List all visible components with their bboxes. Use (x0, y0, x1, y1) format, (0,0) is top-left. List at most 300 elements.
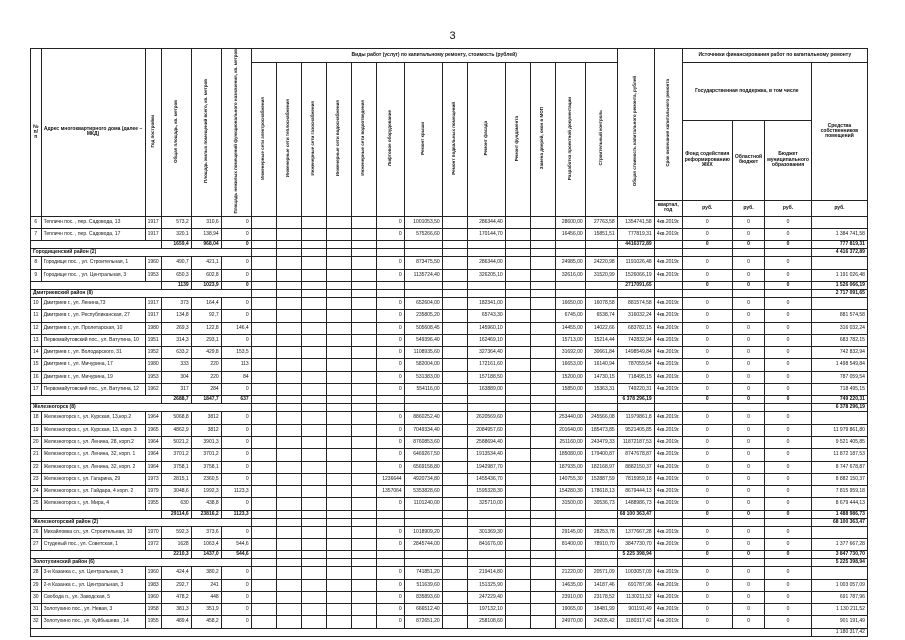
table-row (31, 486, 868, 498)
subtotal-row (31, 241, 868, 249)
row-project-docs: 24970,00 (555, 616, 585, 628)
row-owners: 718 495,15 (811, 384, 867, 396)
section-empty (376, 518, 404, 526)
row-owners: 8 882 150,37 (811, 473, 867, 485)
row-owners: 881 574,58 (811, 310, 867, 322)
row-deadline: 4кв.2019г. (654, 322, 682, 334)
subtotal-work-empty (442, 281, 467, 289)
subtotal-total-cost: 5 225 398,94 (617, 551, 654, 559)
row-work-empty (301, 216, 326, 228)
section-empty (276, 289, 301, 297)
row-nonliving-area: 0 (221, 461, 251, 473)
row-roof: 741851,20 (404, 567, 442, 579)
row-work-empty (276, 257, 301, 269)
row-work-empty (276, 461, 301, 473)
row-year: 1964 (145, 461, 161, 473)
section-empty (326, 404, 351, 412)
row-work-empty (351, 334, 376, 346)
row-work-empty (276, 436, 301, 448)
header-address: Адрес многоквартирного дома (далее – МКД) (41, 49, 145, 217)
subtotal-work-empty (326, 551, 351, 559)
row-total-cost: 316032,24 (617, 310, 654, 322)
subtotal-owners: 1 526 066,19 (811, 281, 867, 289)
row-year: 1965 (145, 424, 161, 436)
row-roof: 505608,45 (404, 322, 442, 334)
header-living-area: Площадь жилых помещений всего, кв. метров (202, 79, 208, 184)
row-regional: 0 (732, 359, 764, 371)
section-empty (654, 289, 682, 297)
row-supervision: 23178,52 (585, 591, 617, 603)
row-work-empty (276, 359, 301, 371)
row-deadline: 4кв.2019г. (654, 359, 682, 371)
row-total-cost: 1377667,28 (617, 526, 654, 538)
row-owners: 1 384 741,58 (811, 229, 867, 241)
section-owners: 2 717 091,65 (811, 289, 867, 297)
row-work-empty (351, 424, 376, 436)
row-project-docs: 15713,00 (555, 334, 585, 346)
row-project-docs: 16456,00 (555, 229, 585, 241)
row-living-area: 284 (191, 384, 221, 396)
unit-fund: руб. (682, 200, 732, 216)
row-facade: 258108,60 (467, 616, 505, 628)
row-nonliving-area: 0 (221, 567, 251, 579)
section-empty (617, 249, 654, 257)
subtotal-work-empty (585, 396, 617, 404)
row-fund: 0 (682, 486, 732, 498)
row-foundation (505, 579, 530, 591)
table-row (31, 424, 868, 436)
row-nonliving-area: 0 (221, 412, 251, 424)
subtotal-work-empty (351, 281, 376, 289)
row-work-empty (326, 498, 351, 510)
section-empty (467, 559, 505, 567)
row-owners (811, 567, 867, 579)
row-living-area: 448 (191, 591, 221, 603)
table-row (31, 616, 868, 628)
row-year: 1980 (145, 359, 161, 371)
subtotal-living-area: 23816,2 (191, 510, 221, 518)
row-total-cost: 3847730,70 (617, 538, 654, 550)
row-work-empty (276, 449, 301, 461)
row-lift: 0 (376, 322, 404, 334)
section-empty (376, 404, 404, 412)
row-supervision: 30536,73 (585, 498, 617, 510)
row-supervision: 185473,85 (585, 424, 617, 436)
row-work-empty (351, 257, 376, 269)
row-basement (442, 359, 467, 371)
row-living-area: 3758,1 (191, 461, 221, 473)
header-work-12: Строительный контроль (597, 110, 603, 166)
section-empty (585, 518, 617, 526)
row-deadline: 4кв.2019г. (654, 616, 682, 628)
row-regional: 0 (732, 216, 764, 228)
row-living-area: 458,2 (191, 616, 221, 628)
row-project-docs: 140755,30 (555, 473, 585, 485)
row-owners (811, 257, 867, 269)
row-work-empty (276, 486, 301, 498)
row-municipal: 0 (765, 310, 812, 322)
row-total-cost: 1498549,84 (617, 347, 654, 359)
row-work-empty (276, 269, 301, 281)
row-foundation (505, 229, 530, 241)
subtotal-work-empty (404, 551, 442, 559)
section-empty (251, 249, 276, 257)
row-owners: 9 521 405,85 (811, 436, 867, 448)
row-municipal: 0 (765, 229, 812, 241)
subtotal-total-cost: 6 378 296,19 (617, 396, 654, 404)
table-body (31, 216, 868, 636)
subtotal-work-empty (351, 510, 376, 518)
row-foundation (505, 216, 530, 228)
row-number: 24 (31, 486, 42, 498)
subtotal-regional: 0 (732, 396, 764, 404)
row-owners: 1 191 026,48 (811, 269, 867, 281)
row-facade: 286344,40 (467, 216, 505, 228)
table-row (31, 229, 868, 241)
row-doors-windows (530, 498, 555, 510)
row-living-area: 138,94 (191, 229, 221, 241)
row-work-empty (276, 371, 301, 383)
row-work-empty (251, 449, 276, 461)
section-empty (585, 559, 617, 567)
row-nonliving-area: 0 (221, 616, 251, 628)
row-foundation (505, 347, 530, 359)
section-empty (530, 404, 555, 412)
row-foundation (505, 616, 530, 628)
row-deadline: 4кв.2019г. (654, 371, 682, 383)
row-work-empty (326, 567, 351, 579)
row-facade: 197132,10 (467, 604, 505, 616)
row-regional: 0 (732, 591, 764, 603)
row-deadline: 4кв.2019г. (654, 424, 682, 436)
row-living-area: 1992,3 (191, 486, 221, 498)
row-address: Золотухино пос., ул. Невая, 3 (41, 604, 145, 616)
row-lift: 0 (376, 269, 404, 281)
row-basement (442, 526, 467, 538)
subtotal-work-empty (467, 281, 505, 289)
subtotal-work-empty (351, 396, 376, 404)
row-supervision: 15363,31 (585, 384, 617, 396)
row-fund: 0 (682, 229, 732, 241)
row-doors-windows (530, 359, 555, 371)
row-regional: 0 (732, 347, 764, 359)
row-work-empty (251, 371, 276, 383)
row-total-cost: 11979861,8 (617, 412, 654, 424)
row-total-cost: 749220,31 (617, 384, 654, 396)
row-doors-windows (530, 297, 555, 309)
unit-owners: руб. (811, 200, 867, 216)
subtotal-work-empty (530, 241, 555, 249)
row-work-empty (276, 604, 301, 616)
row-nonliving-area: 0 (221, 526, 251, 538)
row-year: 1964 (145, 449, 161, 461)
row-foundation (505, 449, 530, 461)
section-title: Городищенский район (2) (31, 249, 252, 257)
row-facade: 2084957,60 (467, 424, 505, 436)
subtotal-total-cost: 2717091,65 (617, 281, 654, 289)
row-number: 15 (31, 359, 42, 371)
row-lift: 0 (376, 334, 404, 346)
row-work-empty (351, 526, 376, 538)
repair-program-table (30, 48, 868, 637)
row-municipal: 0 (765, 604, 812, 616)
row-work-empty (326, 591, 351, 603)
table-row (31, 461, 868, 473)
row-living-area: 3901,3 (191, 436, 221, 448)
subtotal-work-empty (301, 510, 326, 518)
row-work-empty (251, 216, 276, 228)
row-fund: 0 (682, 384, 732, 396)
section-empty (404, 404, 442, 412)
row-fund: 0 (682, 347, 732, 359)
subtotal-fund: 0 (682, 396, 732, 404)
row-living-area: 3701,2 (191, 449, 221, 461)
row-roof: 835893,60 (404, 591, 442, 603)
subtotal-work-empty (555, 281, 585, 289)
row-municipal: 0 (765, 359, 812, 371)
row-municipal: 0 (765, 591, 812, 603)
subtotal-work-empty (442, 241, 467, 249)
row-work-empty (301, 297, 326, 309)
row-fund: 0 (682, 461, 732, 473)
section-empty (505, 559, 530, 567)
row-roof: 5353828,60 (404, 486, 442, 498)
row-regional: 0 (732, 526, 764, 538)
section-empty (467, 289, 505, 297)
subtotal-work-empty (301, 551, 326, 559)
row-regional: 0 (732, 436, 764, 448)
row-number: 32 (31, 616, 42, 628)
section-empty (617, 518, 654, 526)
subtotal-fund: 0 (682, 281, 732, 289)
row-work-empty (276, 216, 301, 228)
header-municipal: Бюджет муниципального образования (765, 120, 812, 200)
row-year: 1979 (145, 486, 161, 498)
row-supervision: 15851,51 (585, 229, 617, 241)
subtotal-work-empty (301, 241, 326, 249)
row-facade: 2620569,60 (467, 412, 505, 424)
row-deadline: 4кв.2019г. (654, 604, 682, 616)
row-municipal: 0 (765, 538, 812, 550)
row-fund: 0 (682, 436, 732, 448)
row-project-docs: 21220,00 (555, 567, 585, 579)
subtotal-work-empty (376, 551, 404, 559)
row-address: Тепличн пос. , пер. Садовода, 17 (41, 229, 145, 241)
subtotal-work-empty (585, 241, 617, 249)
row-address: Дмитриев г., ул. Республиканская, 27 (41, 310, 145, 322)
row-doors-windows (530, 412, 555, 424)
row-deadline: 4кв.2019г. (654, 579, 682, 591)
row-nonliving-area: 0 (221, 473, 251, 485)
row-year: 1972 (145, 538, 161, 550)
row-work-empty (301, 436, 326, 448)
row-doors-windows (530, 579, 555, 591)
row-supervision: 14187,46 (585, 579, 617, 591)
row-year: 1980 (145, 322, 161, 334)
row-doors-windows (530, 371, 555, 383)
row-basement (442, 498, 467, 510)
subtotal-owners: 777 819,31 (811, 241, 867, 249)
row-fund: 0 (682, 579, 732, 591)
row-nonliving-area: 0 (221, 384, 251, 396)
row-work-empty (351, 579, 376, 591)
subtotal-work-empty (376, 241, 404, 249)
row-number: 21 (31, 449, 42, 461)
row-foundation (505, 526, 530, 538)
row-roof: 1018909,20 (404, 526, 442, 538)
row-owners: 683 782,15 (811, 334, 867, 346)
row-address: Дмитриев г., ул. Пролетарская, 10 (41, 322, 145, 334)
section-empty (404, 289, 442, 297)
section-empty (530, 249, 555, 257)
row-year: 1953 (145, 269, 161, 281)
table-row (31, 591, 868, 603)
subtotal-owners: 1 488 986,73 (811, 510, 867, 518)
section-row (31, 249, 868, 257)
row-lift: 0 (376, 257, 404, 269)
row-municipal: 0 (765, 498, 812, 510)
row-nonliving-area: 0 (221, 310, 251, 322)
row-work-empty (251, 436, 276, 448)
row-total-area: 381,3 (161, 604, 191, 616)
subtotal-nonliving-area: 544,6 (221, 551, 251, 559)
row-work-empty (301, 310, 326, 322)
row-year: 1953 (145, 371, 161, 383)
row-living-area: 293,1 (191, 334, 221, 346)
section-empty (654, 249, 682, 257)
subtotal-work-empty (505, 510, 530, 518)
row-work-empty (351, 297, 376, 309)
row-foundation (505, 297, 530, 309)
subtotal-work-empty (376, 510, 404, 518)
row-foundation (505, 486, 530, 498)
row-address: Дмитриев г., ул. Ленина,73 (41, 297, 145, 309)
row-doors-windows (530, 216, 555, 228)
closing-empty (31, 628, 812, 636)
row-work-empty (276, 498, 301, 510)
row-owners: 316 032,24 (811, 322, 867, 334)
row-deadline: 4кв.2019г. (654, 334, 682, 346)
header-work-7: Ремонт подвальных помещений (451, 101, 457, 175)
row-work-empty (276, 384, 301, 396)
closing-owners: 1 180 317,42 (811, 628, 867, 636)
row-year: 1983 (145, 579, 161, 591)
row-year: 1917 (145, 216, 161, 228)
subtotal-total-area: 2688,7 (161, 396, 191, 404)
subtotal-row (31, 510, 868, 518)
row-facade: 1913534,40 (467, 449, 505, 461)
row-supervision: 14730,15 (585, 371, 617, 383)
row-foundation (505, 461, 530, 473)
subtotal-deadline (654, 241, 682, 249)
row-project-docs: 14635,00 (555, 579, 585, 591)
row-regional: 0 (732, 257, 764, 269)
row-supervision: 6538,74 (585, 310, 617, 322)
row-supervision: 20571,09 (585, 567, 617, 579)
row-total-area: 3758,1 (161, 461, 191, 473)
row-doors-windows (530, 567, 555, 579)
row-work-empty (351, 216, 376, 228)
row-owners (811, 216, 867, 228)
row-total-area: 373 (161, 297, 191, 309)
row-supervision: 152887,59 (585, 473, 617, 485)
row-work-empty (326, 526, 351, 538)
row-living-area: 1063,4 (191, 538, 221, 550)
section-empty (555, 289, 585, 297)
row-address: Студеный пос., ул. Советская, 1 (41, 538, 145, 550)
row-municipal: 0 (765, 616, 812, 628)
row-facade: 247229,40 (467, 591, 505, 603)
row-work-empty (301, 229, 326, 241)
section-empty (301, 518, 326, 526)
row-nonliving-area: 0 (221, 257, 251, 269)
row-basement (442, 334, 467, 346)
header-work-8: Ремонт фасада (482, 121, 488, 156)
row-project-docs: 24985,00 (555, 257, 585, 269)
row-work-empty (351, 436, 376, 448)
row-lift: 0 (376, 579, 404, 591)
row-work-empty (251, 384, 276, 396)
row-total-area: 304 (161, 371, 191, 383)
subtotal-living-area: 1437,0 (191, 551, 221, 559)
row-doors-windows (530, 347, 555, 359)
row-foundation (505, 257, 530, 269)
section-empty (682, 249, 732, 257)
row-work-empty (301, 347, 326, 359)
row-foundation (505, 371, 530, 383)
row-foundation (505, 334, 530, 346)
row-regional: 0 (732, 424, 764, 436)
row-work-empty (326, 604, 351, 616)
row-regional: 0 (732, 297, 764, 309)
row-year: 1955 (145, 498, 161, 510)
row-address: Золотухино пос., ул. Куйбышева , 14 (41, 616, 145, 628)
row-number: 10 (31, 297, 42, 309)
row-deadline: 4кв.2019г. (654, 436, 682, 448)
row-work-empty (351, 359, 376, 371)
section-empty (301, 289, 326, 297)
row-work-empty (326, 269, 351, 281)
subtotal-work-empty (505, 281, 530, 289)
header-work-5: Лифтовое оборудование (386, 110, 392, 167)
subtotal-work-empty (276, 551, 301, 559)
section-empty (682, 518, 732, 526)
row-total-area: 292,7 (161, 579, 191, 591)
row-work-empty (251, 538, 276, 550)
row-fund: 0 (682, 538, 732, 550)
row-work-empty (351, 371, 376, 383)
row-owners (811, 297, 867, 309)
row-doors-windows (530, 424, 555, 436)
row-roof: 8760853,60 (404, 436, 442, 448)
row-deadline: 4кв.2019г. (654, 591, 682, 603)
subtotal-work-empty (404, 396, 442, 404)
subtotal-work-empty (442, 396, 467, 404)
row-deadline: 4кв.2019г. (654, 473, 682, 485)
subtotal-regional: 0 (732, 281, 764, 289)
table-row (31, 334, 868, 346)
row-project-docs: 15200,00 (555, 371, 585, 383)
row-fund: 0 (682, 567, 732, 579)
row-work-empty (301, 538, 326, 550)
row-regional: 0 (732, 616, 764, 628)
row-deadline: 4кв.2019г. (654, 461, 682, 473)
row-total-area: 573,2 (161, 216, 191, 228)
row-project-docs: 15850,00 (555, 384, 585, 396)
row-municipal: 0 (765, 297, 812, 309)
row-project-docs: 32616,00 (555, 269, 585, 281)
row-fund: 0 (682, 334, 732, 346)
